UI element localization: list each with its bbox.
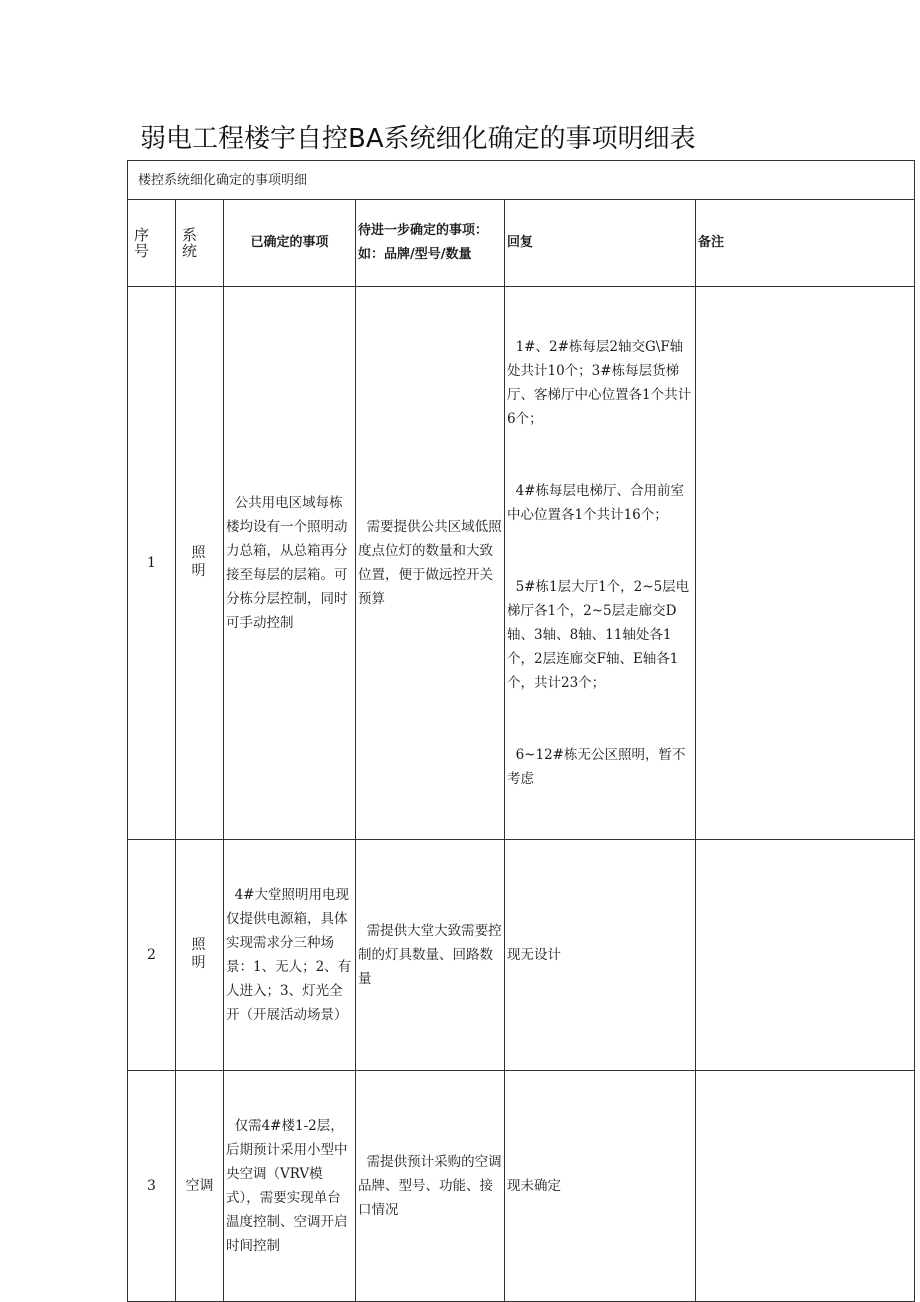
row-confirmed: 公共用电区域每栋楼均设有一个照明动力总箱，从总箱再分接至每层的层箱。可分栋分层控制，同时可手动控制 <box>224 287 356 840</box>
row-seq: 1 <box>128 287 176 840</box>
table-row <box>128 840 915 1071</box>
row-seq: 2 <box>128 840 176 1071</box>
table-caption <box>128 161 915 200</box>
header-pending: 待进一步确定的事项：如：品牌/型号/数量 <box>356 200 505 287</box>
table-caption-text: 楼控系统细化确定的事项明细 <box>138 173 308 188</box>
row-pending: 需提供大堂大致需要控制的灯具数量、回路数量 <box>356 840 505 1071</box>
reply-line: 5#栋1层大厅1个，2~5层电梯厅各1个，2~5层走廊交D轴、3轴、8轴、11轴处各1个，2层连廊交F轴、E轴各1个，共计23个； <box>507 579 690 691</box>
row-confirmed: 仅需4#楼1-2层，后期预计采用小型中央空调（VRV模式），需要实现单台温度控制、空调开启时间控制 <box>224 1071 356 1302</box>
header-reply: 回复 <box>505 200 696 287</box>
row-reply <box>505 287 696 840</box>
table-row <box>128 1071 915 1302</box>
row-system-text: 空调 <box>185 1178 214 1194</box>
row-seq: 3 <box>128 1071 176 1302</box>
row-reply: 现未确定 <box>505 1071 696 1302</box>
header-system: 系统 <box>176 200 224 287</box>
document-title: 弱电工程楼宇自控BA系统细化确定的事项明细表 <box>140 124 696 154</box>
header-remark: 备注 <box>696 200 915 287</box>
row-system-text: 照明 <box>191 544 206 579</box>
table-header-row <box>128 200 915 287</box>
header-confirmed: 已确定的事项 <box>224 200 356 287</box>
row-pending: 需提供预计采购的空调品牌、型号、功能、接口情况 <box>356 1071 505 1302</box>
reply-line: 1#、2#栋每层2轴交G\F轴处共计10个；3#栋每层货梯厅、客梯厅中心位置各1个共计6个； <box>507 339 692 427</box>
row-remark <box>696 1071 915 1302</box>
row-remark <box>696 287 915 840</box>
row-system <box>176 1071 224 1302</box>
row-system <box>176 840 224 1071</box>
row-reply: 现无设计 <box>505 840 696 1071</box>
row-system <box>176 287 224 840</box>
table-row <box>128 287 915 840</box>
table-caption-row <box>128 161 915 200</box>
header-seq: 序号 <box>128 200 176 287</box>
reply-line: 6~12#栋无公区照明，暂不考虑 <box>507 747 686 787</box>
reply-line: 4#栋每层电梯厅、合用前室中心位置各1个共计16个； <box>507 483 684 523</box>
row-confirmed: 4#大堂照明用电现仅提供电源箱，具体实现需求分三种场景：1、无人；2、有人进入；3、灯光全开（开展活动场景） <box>224 840 356 1071</box>
detail-table <box>127 160 915 1302</box>
row-remark <box>696 840 915 1071</box>
row-pending: 需要提供公共区域低照度点位灯的数量和大致位置，便于做远控开关预算 <box>356 287 505 840</box>
row-system-text: 照明 <box>191 936 206 971</box>
